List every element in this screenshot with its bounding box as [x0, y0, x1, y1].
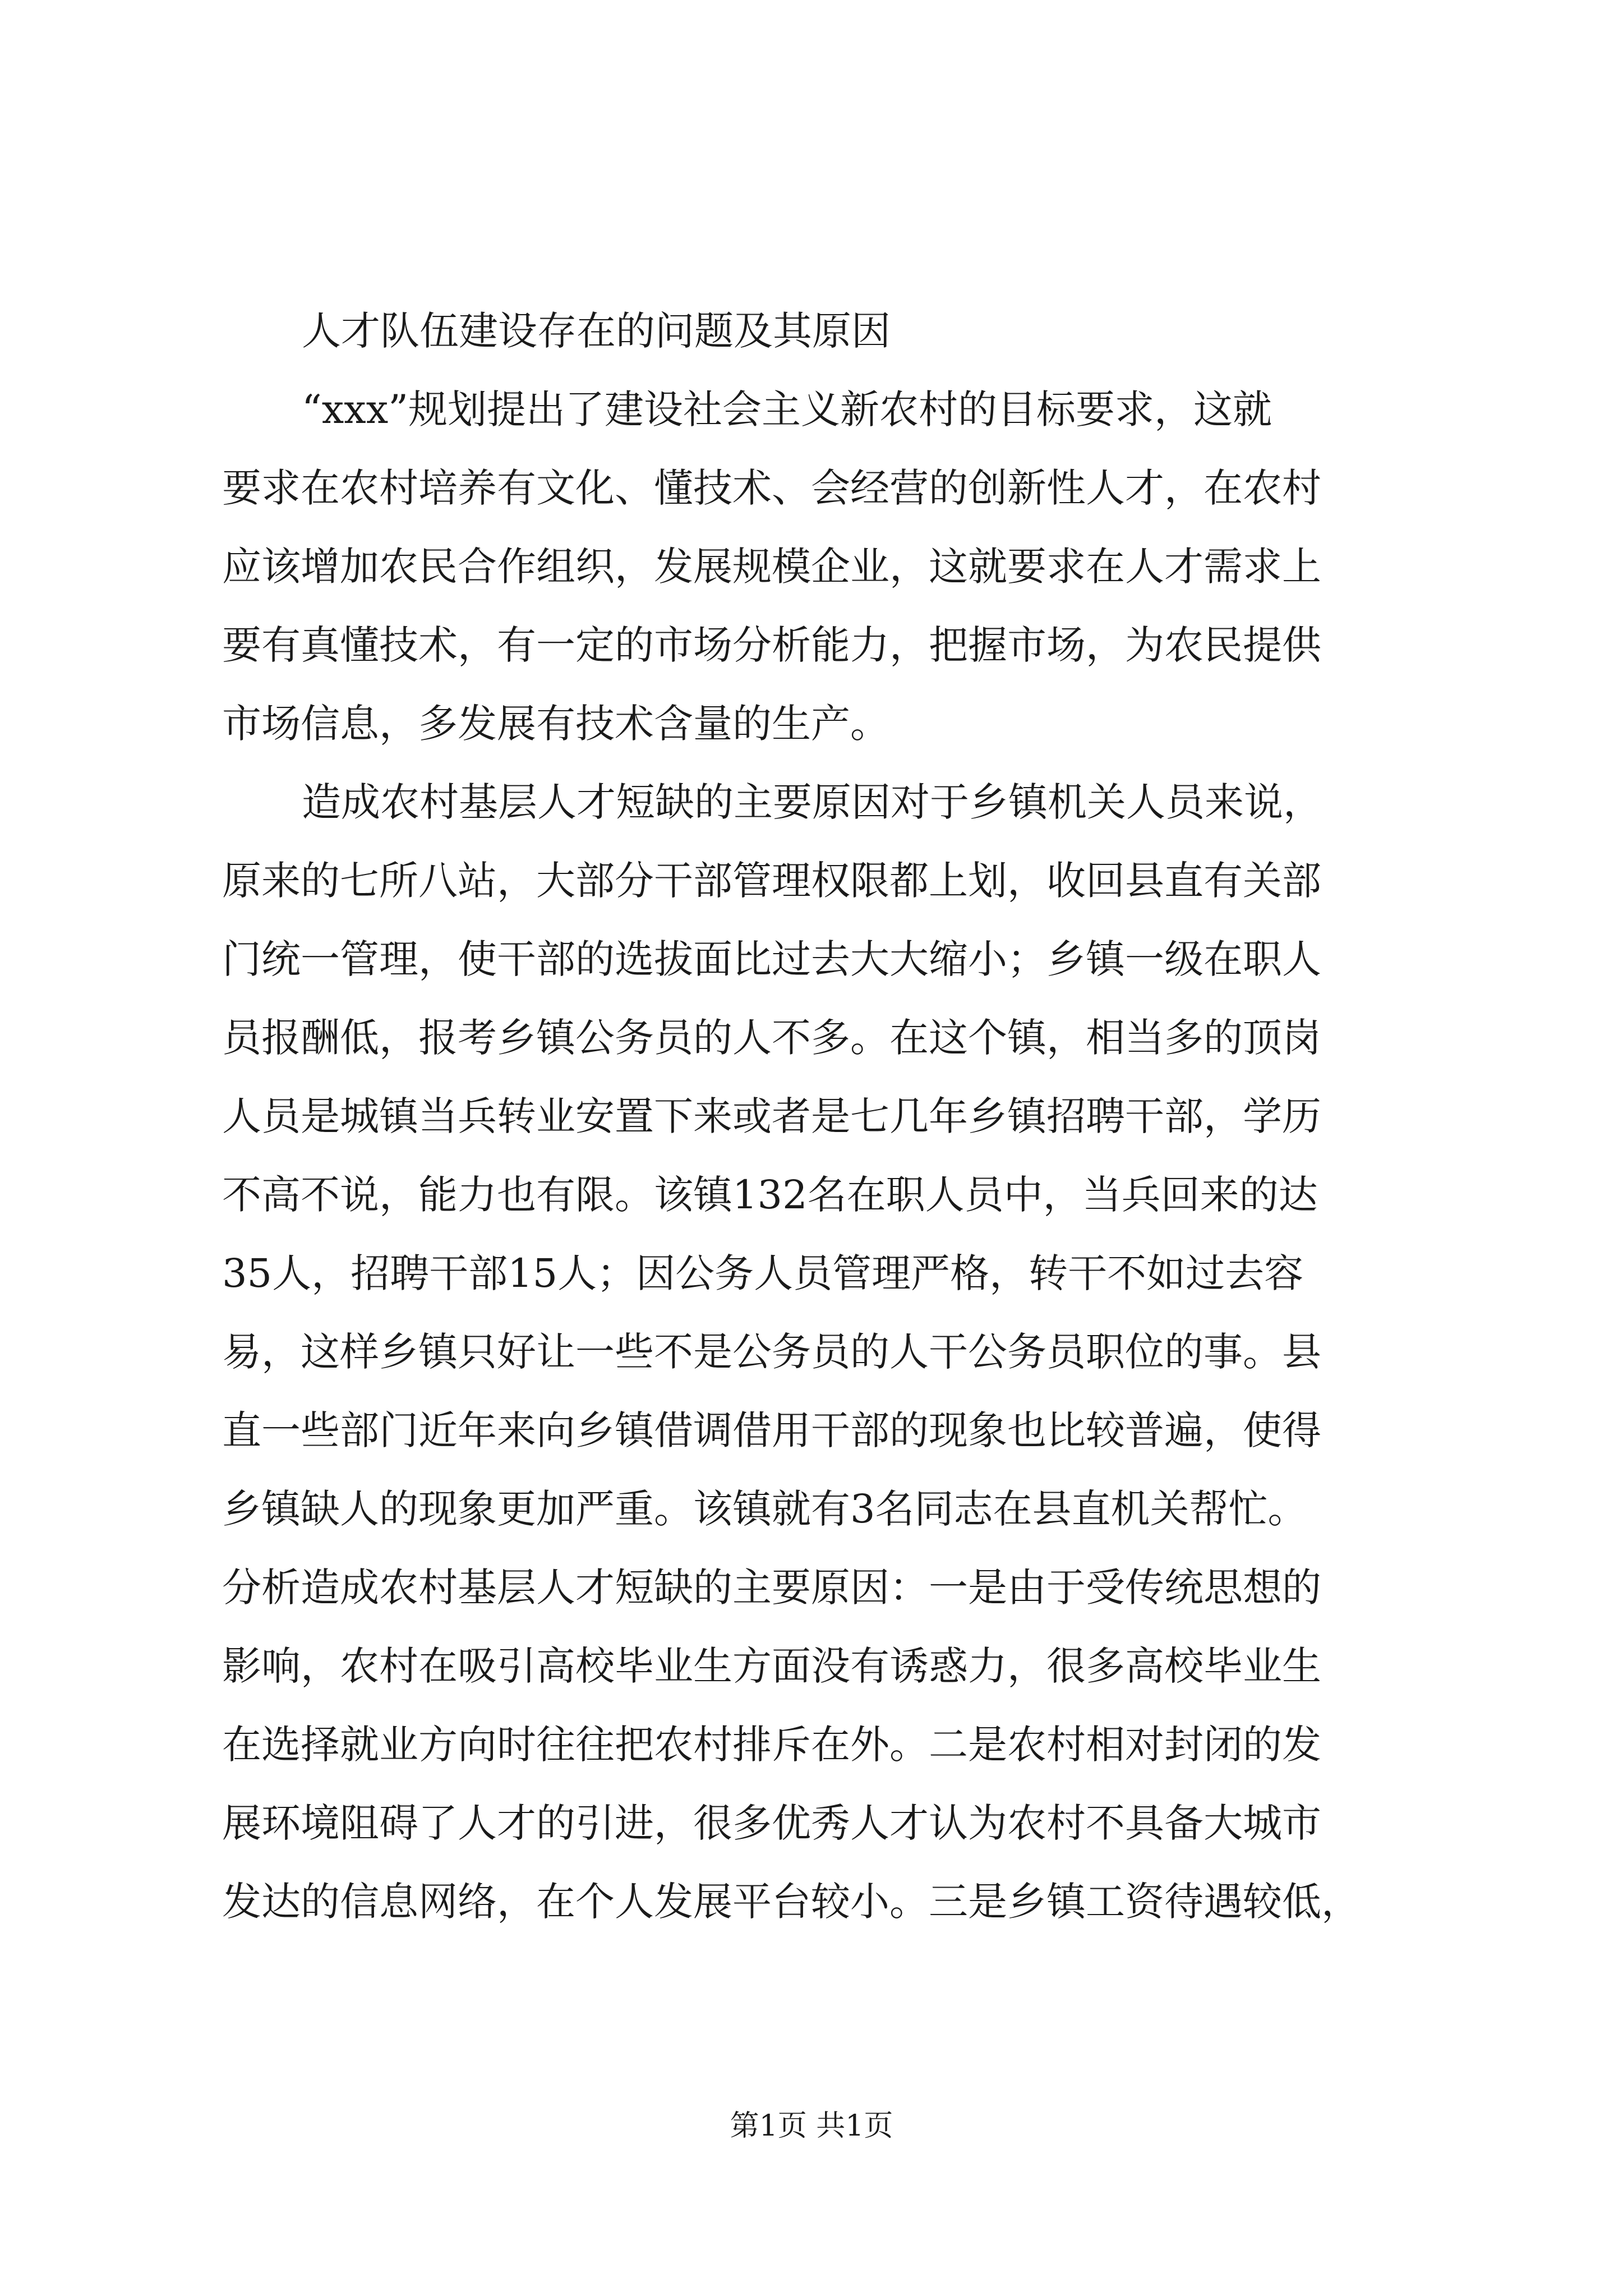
paragraph-line: “xxx”规划提出了建设社会主义新农村的目标要求，这就: [302, 386, 1272, 432]
page-footer: [0, 2104, 1623, 2148]
page-number-label: 第1页 共1页: [730, 2109, 893, 2143]
paragraph-line: 要求在农村培养有文化、懂技术、会经营的创新性人才，在农村: [222, 465, 1321, 511]
paragraph-line: 展环境阻碍了人才的引进，很多优秀人才认为农村不具备大城市: [222, 1800, 1321, 1846]
paragraph-line: 影响，农村在吸引高校毕业生方面没有诱惑力，很多高校毕业生: [222, 1643, 1321, 1689]
paragraph-line: 应该增加农民合作组织，发展规模企业，这就要求在人才需求上: [222, 544, 1321, 590]
paragraph-line: 分析造成农村基层人才短缺的主要原因：一是由于受传统思想的: [222, 1565, 1321, 1611]
paragraph-line: 乡镇缺人的现象更加严重。该镇就有3名同志在县直机关帮忙。: [222, 1486, 1307, 1532]
paragraph-line: 原来的七所八站，大部分干部管理权限都上划，收回县直有关部: [222, 858, 1321, 904]
paragraph-line: 易，这样乡镇只好让一些不是公务员的人干公务员职位的事。县: [222, 1329, 1321, 1375]
paragraph-line: 市场信息，多发展有技术含量的生产。: [222, 701, 889, 747]
paragraph-line: 直一些部门近年来向乡镇借调借用干部的现象也比较普遍，使得: [222, 1407, 1321, 1453]
paragraph-line: 人员是城镇当兵转业安置下来或者是七几年乡镇招聘干部，学历: [222, 1093, 1321, 1139]
paragraph-line: 门统一管理，使干部的选拔面比过去大大缩小；乡镇一级在职人: [222, 936, 1321, 982]
paragraph-line: 要有真懂技术，有一定的市场分析能力，把握市场，为农民提供: [222, 622, 1321, 668]
paragraph-line: 不高不说，能力也有限。该镇132名在职人员中，当兵回来的达: [222, 1172, 1318, 1218]
paragraph-line: 造成农村基层人才短缺的主要原因对于乡镇机关人员来说，: [302, 779, 1322, 825]
paragraph-line: 员报酬低，报考乡镇公务员的人不多。在这个镇，相当多的顶岗: [222, 1015, 1321, 1061]
document-body: [222, 292, 1400, 1941]
paragraph-line: 在选择就业方向时往往把农村排斥在外。二是农村相对封闭的发: [222, 1722, 1321, 1768]
paragraph-line: 发达的信息网络，在个人发展平台较小。三是乡镇工资待遇较低，: [222, 1879, 1361, 1925]
paragraph-line: 35人，招聘干部15人；因公务人员管理严格，转干不如过去容: [222, 1250, 1304, 1296]
document-heading: 人才队伍建设存在的问题及其原因: [302, 308, 891, 354]
